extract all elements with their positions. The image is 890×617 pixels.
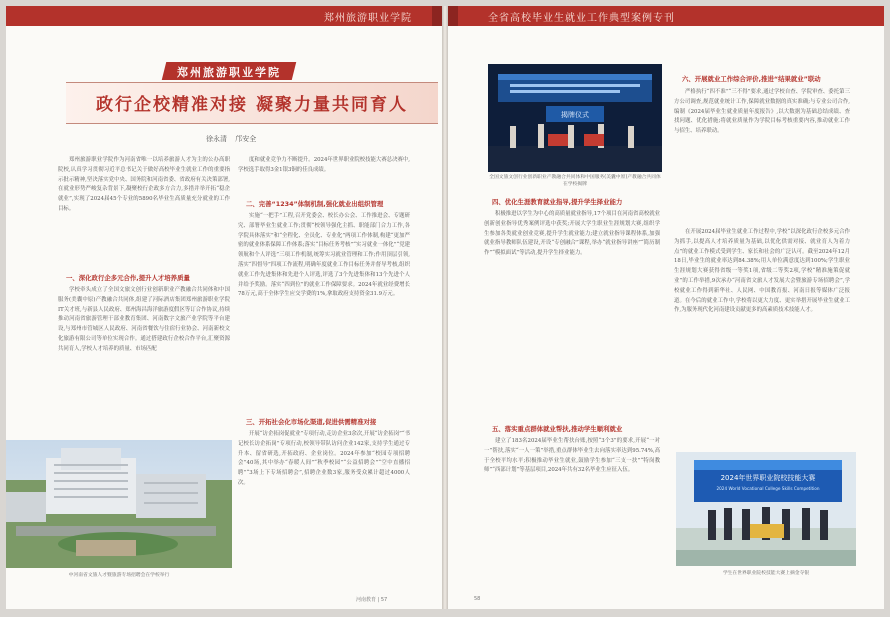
col4-p1: 严格执行“四不准”“三不得”要求,通过学校自查、学院审查、委托第三方公司调查,规范就业统计工作,保障就业数据的真实准确;与专业公司合作,编制《2024届毕业生就业质量年度报告》,以大数据为基础总结成绩、查找问题、优化措施;将就业质量作为学院目标考核重要内容,推动就业工作与招生、培养联动。 bbox=[674, 89, 850, 135]
school-tag: 郑州旅游职业学院 bbox=[177, 66, 281, 79]
left-header-band bbox=[6, 6, 442, 26]
col4-p2: 在开展2024届毕业生就业工作过程中,学校“以深化政行企校多元合作为抓手,以提高人才培养质量为基础,以优化供需对接、就业育人为着力点”的就业工作模式受到学生、家长和社会的广泛认可。截至2024年12月18日,毕业生的就业率达到84.38%;用人单位满意度达到100%;学生职业生涯规划大赛获得省级一等奖1项,省级二等奖2项,学校“精准施策促就业”的工作举措,9次承办“河南省文旅人才发展大会暨旅游专场招聘会”,学校就业工作得到新华社、人民网、中国教育报、河南日报等媒体广泛报道。在今后的就业工作中,学校将以更大力度、更实举措开展毕业生就业工作,为服务现代化河南建设贡献更多的高素质技术技能人才。 bbox=[674, 229, 850, 314]
campus-aerial-image bbox=[6, 440, 232, 568]
heading-1: 一、深化政行企多元合作,提升人才培养质量 bbox=[66, 274, 190, 282]
article-title: 政行企校精准对接 凝聚力量共同育人 bbox=[96, 95, 408, 115]
right-header-band bbox=[448, 6, 884, 26]
left-page-number: 河南教育 | 57 bbox=[356, 597, 388, 603]
right-header-text: 全省高校毕业生就业工作典型案例专刊 bbox=[488, 13, 675, 24]
competition-image bbox=[676, 452, 856, 566]
col4-mid bbox=[674, 228, 850, 448]
col2-p3: 开展“访企拓岗促就业”专项行动,走访企业3余次,开展“访企拓岗”“书记校长访企拓岗”专项行动,校领导带队访问企业142家,支持学生通过专升本、留省研选,开拓政府、企业岗位。2024年参加“校园专项招聘会”40场,其中举办“春暖人间”“秋季校园”“公益招聘会”“空中直播招聘”“3场上下专场招聘会”,招聘企业数3家,服务受众累计超过4000人次。 bbox=[238, 431, 410, 486]
right-page-number: 58 bbox=[474, 596, 481, 602]
competition-caption: 学生在世界职业院校技能大赛上摘金夺银 bbox=[722, 571, 810, 576]
col1-p1: 郑州旅游职业学院作为河南省唯一以培养旅游人才为主的公办高职院校,认真学习贯彻习近平总书记关于做好高校毕业生就业工作的重要指示批示精神,坚决落实党中央、国务院和河南省委、省政府有关决策部署,在就业形势严峻复杂背景下,凝聚校行企政多方合力,多措并举开拓“稳企就业”,实现了2024届45个专业的5890名毕业生高质量充分就业的工作目标。 bbox=[58, 157, 230, 212]
contest-banner-text: 2024年世界职业院校技能大赛 bbox=[720, 474, 816, 482]
heading-2: 二、完善“1234”体制机制,强化就业出组织管理 bbox=[246, 200, 384, 208]
contest-banner-sub: 2024 World Vocational College Skills Competition bbox=[716, 486, 820, 491]
col2-p1: 度和就业竞争力不断提升。2024年世界职业院校技能大赛总决赛中,学校选手取得3金1银3铜的佳良成绩。 bbox=[238, 157, 410, 173]
left-page bbox=[6, 6, 442, 609]
ceremony-stage-image bbox=[488, 64, 662, 172]
col2-mid bbox=[238, 212, 410, 412]
heading-5: 五、落实重点群体就业帮扶,推动学生顺利就业 bbox=[492, 425, 623, 433]
col3-bottom bbox=[484, 437, 660, 587]
left-header-text: 郑州旅游职业学院 bbox=[324, 13, 412, 24]
ceremony-photo bbox=[488, 64, 662, 172]
campus-photo bbox=[6, 440, 232, 568]
col2-p2: 实施“一把手”工程,召开党委会、校长办公会、工作推进会、专题研究、部署毕业生就业工作;贯彻“校领导强化主抓、职能部门合力工作,各学院具体落实”和“全程化、全员化、专业化”两项工作体制,构建“更加严密的就业体系保障工作体系;落实“目标任务考核”“实习就业一体化”“党建领航和个人评选”三项工作机制,统筹实习就业管理和工作;作用顶层引领,落实“四督导”四项工作流程,明确年度就业工作目标任务并督导考核,组织就业工作先进集体和先进个人评选,评选了3个先进集体和13个先进个人并给予奖励。落实“四到位”的就业工作保障要求。2024年就业经费增长78万元,高于全体学生应交学费的1%,拿取政府支持资金31.9万元。 bbox=[238, 213, 410, 298]
col2-bottom bbox=[238, 430, 410, 590]
col3-p3: 建立了183名2024届毕业生帮扶台账,按照“3个3”的要求,开展“一对一”帮扶,落实“一人一策”举措,重点群体毕业生去向落实率达到95.74%,高于全校平均水平;积极推动毕业生就业,鼓励学生参加“三支一扶”“特岗教师”“西部计划”等基层项目,2024年共有32名毕业生应征入伍。 bbox=[484, 438, 660, 474]
right-page bbox=[448, 6, 884, 609]
ceremony-caption: 全国文旅文创行业创新职业产教融合共同体和中国服务(美囊中原)产教融合共同体在学校揭牌 bbox=[489, 175, 661, 187]
banner-text: 揭牌仪式 bbox=[561, 111, 589, 119]
heading-4: 四、优化生涯教育就业指导,提升学生择业能力 bbox=[492, 198, 623, 206]
authors: 徐永清 邝安全 bbox=[206, 135, 257, 143]
left-band-sep bbox=[432, 6, 442, 26]
col1-body bbox=[58, 286, 230, 431]
col4-top bbox=[674, 88, 850, 228]
col3-p2: 积极推进以学生为中心的高质量就业指导,17个项目在河南省高校就业创新创业指导优秀案例评选中获奖;开展大学生职业生涯规划大赛,组织学生参加各类就业创业竞赛,提升学生就业能力;建立就业指导课程体系,加强就业指导教师队伍建设,开设“专创融合”课程,举办“就业指导讲座”“简历制作”“模拟面试”等活动,提升学生择业能力。 bbox=[484, 211, 660, 257]
col1-p2: 学校牵头成立了全国文旅文创行业创新职业产教融合共同体和中国服务(美囊中原)产教融合共同体,组建了河际酒店集团郑州旅游职业学院IT关才班,与新县人民政府、郑州海昌海洋旅游度假区等订合作协议,持续推动河南省旅游管理干部业教育集团、河南数字文旅产业学院等平台建设,与郑州市管城区人民政府、河南省餐饮与住宿行业协会、河南新校文化旅游有限公司等单位实现合作。通过搭建政行企校合作平台,汇聚资源共同育人,学校人才培养的质量、市场匹配 bbox=[58, 287, 230, 352]
col1-intro bbox=[58, 156, 230, 270]
competition-photo bbox=[676, 452, 856, 566]
right-band-sep bbox=[448, 6, 458, 26]
campus-caption: 中河南省文旅人才暨旅游专场招聘会在学校举行 bbox=[68, 573, 170, 578]
col3-mid bbox=[484, 210, 660, 400]
col2-top bbox=[238, 156, 410, 186]
heading-3: 三、开拓社会化市场化渠道,促进供需精准对接 bbox=[246, 418, 377, 426]
heading-6: 六、开展就业工作综合评价,推进“结果就业”联动 bbox=[682, 75, 821, 83]
